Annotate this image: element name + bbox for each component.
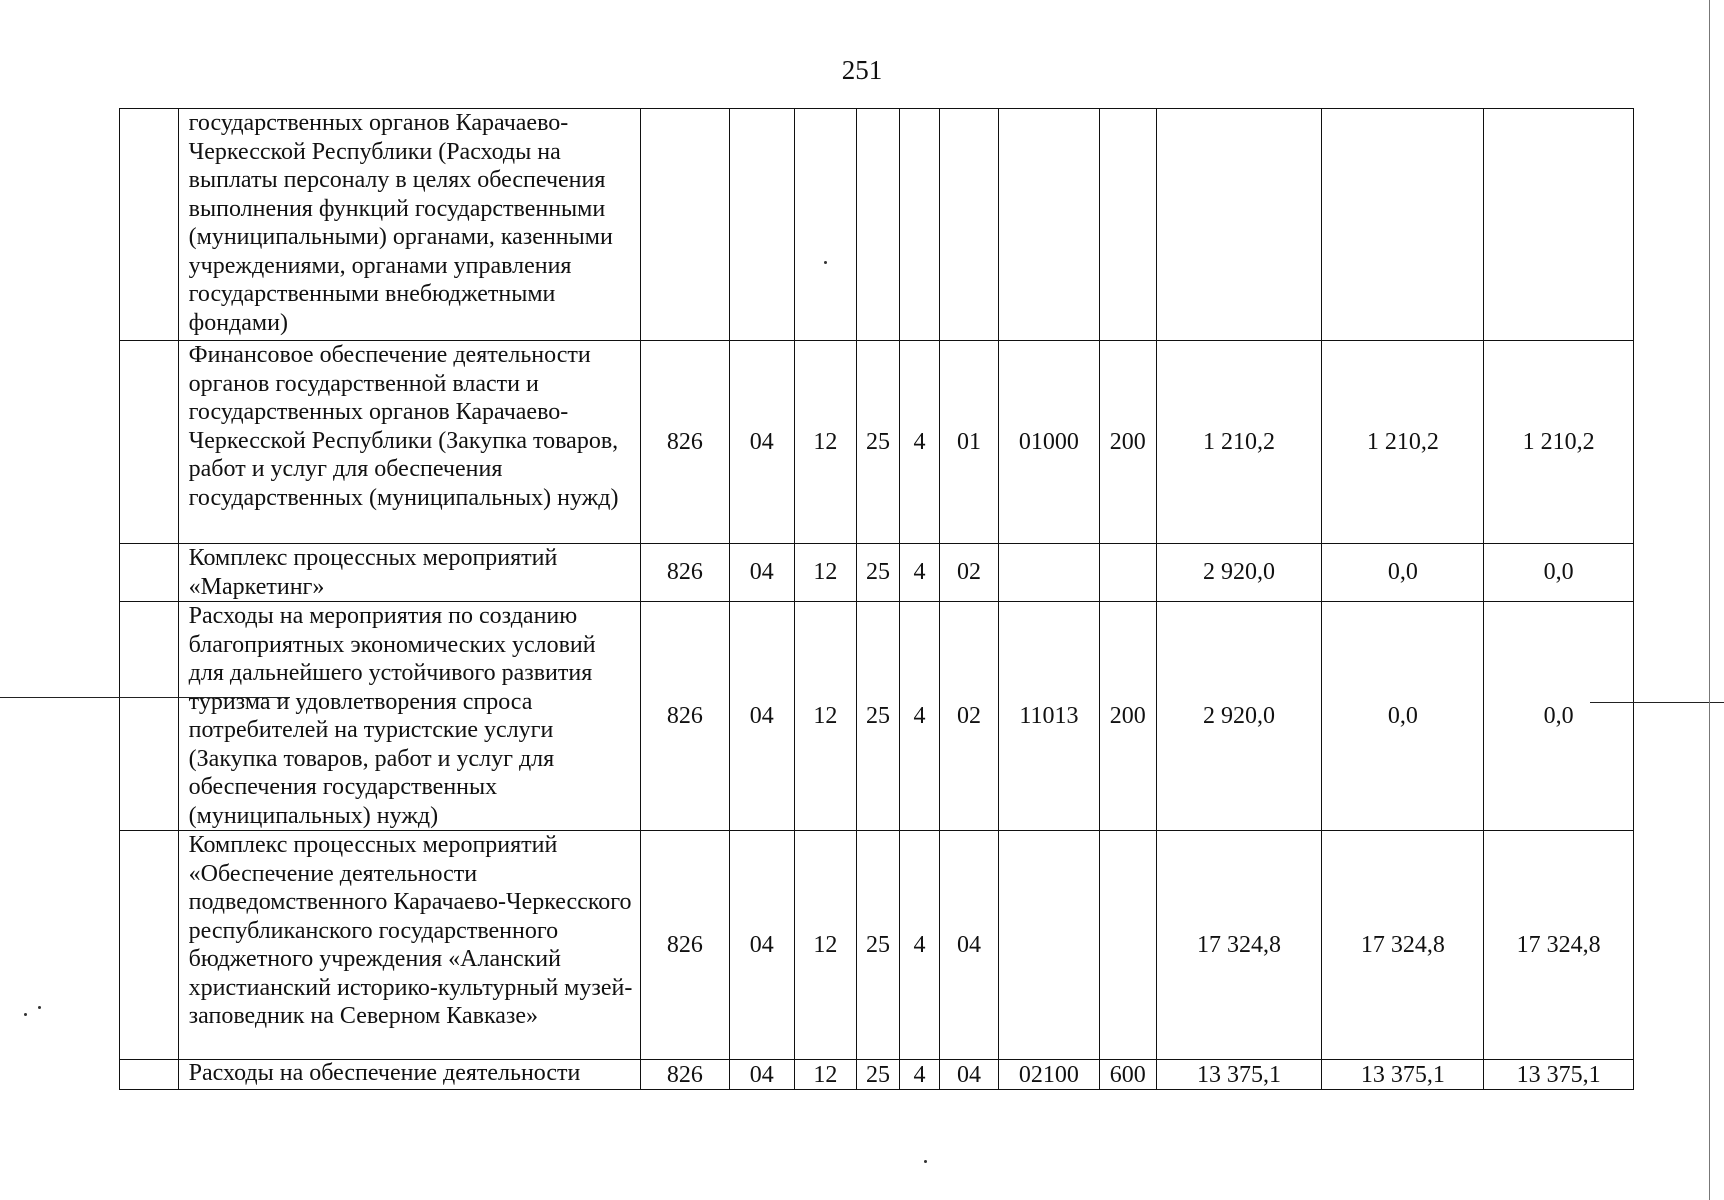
page-number: 251 (841, 55, 883, 85)
direction-code: 01000 (998, 341, 1099, 544)
section-code: 04 (729, 1060, 794, 1090)
budget-table (119, 108, 1634, 1090)
amount-year-2 (1322, 109, 1484, 341)
amount-year-1: 17 324,8 (1156, 831, 1322, 1060)
table-row (120, 341, 1634, 544)
ministry-code: 826 (640, 341, 729, 544)
expense-name: Расходы на обеспечение деятельности (178, 1060, 640, 1090)
amount-year-1: 13 375,1 (1156, 1060, 1322, 1090)
program-code: 25 (857, 602, 899, 831)
table-row (120, 602, 1634, 831)
subsection-code: 12 (794, 544, 857, 602)
structural-element-code (940, 109, 999, 341)
table-row (120, 109, 1634, 341)
structural-element-code: 02 (940, 544, 999, 602)
type-code: 4 (899, 341, 939, 544)
program-code: 25 (857, 831, 899, 1060)
direction-code (998, 544, 1099, 602)
ministry-code: 826 (640, 1060, 729, 1090)
amount-year-1 (1156, 109, 1322, 341)
amount-year-2: 13 375,1 (1322, 1060, 1484, 1090)
amount-year-2: 1 210,2 (1322, 341, 1484, 544)
row-index (120, 109, 179, 341)
amount-year-2: 0,0 (1322, 544, 1484, 602)
subsection-code (794, 109, 857, 341)
expense-type-code (1099, 831, 1156, 1060)
structural-element-code: 04 (940, 831, 999, 1060)
scan-page-edge (1709, 0, 1710, 1200)
structural-element-code: 04 (940, 1060, 999, 1090)
amount-year-2: 0,0 (1322, 602, 1484, 831)
subsection-code: 12 (794, 341, 857, 544)
expense-name: Финансовое обеспечение деятельности органов государственной власти и государственных органов Карачаево-Черкесской Республики (Закупка товаров, работ и услуг для обеспечения государственных (муниципальных) нужд) (178, 341, 640, 544)
expense-type-code: 200 (1099, 341, 1156, 544)
type-code: 4 (899, 602, 939, 831)
table-row (120, 831, 1634, 1060)
subsection-code: 12 (794, 602, 857, 831)
program-code: 25 (857, 341, 899, 544)
expense-name: Комплекс процессных мероприятий «Обеспечение деятельности подведомственного Карачаево-Черкесского республиканского государственного бюджетного учреждения «Аланский христианский историко-культурный музей-заповедник на Северном Кавказе» (178, 831, 640, 1060)
type-code: 4 (899, 544, 939, 602)
type-code (899, 109, 939, 341)
direction-code: 11013 (998, 602, 1099, 831)
row-index (120, 602, 179, 831)
type-code: 4 (899, 831, 939, 1060)
section-code: 04 (729, 544, 794, 602)
section-code: 04 (729, 602, 794, 831)
subsection-code: 12 (794, 831, 857, 1060)
row-index (120, 544, 179, 602)
expense-name: государственных органов Карачаево-Черкесской Республики (Расходы на выплаты персоналу в целях обеспечения выполнения функций государственными (муниципальными) органами, казенными учреждениями, органами управления государственными внебюджетными фондами) (178, 109, 640, 341)
row-index (120, 341, 179, 544)
ministry-code: 826 (640, 602, 729, 831)
amount-year-3: 13 375,1 (1484, 1060, 1634, 1090)
direction-code (998, 831, 1099, 1060)
scan-speck (38, 1006, 41, 1009)
amount-year-1: 2 920,0 (1156, 544, 1322, 602)
scan-artifact-line (1590, 702, 1724, 703)
row-index (120, 831, 179, 1060)
scan-speck (24, 1013, 27, 1016)
expense-type-code: 200 (1099, 602, 1156, 831)
amount-year-3: 17 324,8 (1484, 831, 1634, 1060)
section-code: 04 (729, 831, 794, 1060)
table-row (120, 544, 1634, 602)
amount-year-3 (1484, 109, 1634, 341)
program-code: 25 (857, 1060, 899, 1090)
type-code: 4 (899, 1060, 939, 1090)
section-code: 04 (729, 341, 794, 544)
direction-code (998, 109, 1099, 341)
amount-year-3: 1 210,2 (1484, 341, 1634, 544)
amount-year-1: 1 210,2 (1156, 341, 1322, 544)
table-row (120, 1060, 1634, 1090)
ministry-code (640, 109, 729, 341)
scan-artifact-line (0, 697, 290, 698)
amount-year-2: 17 324,8 (1322, 831, 1484, 1060)
ministry-code: 826 (640, 831, 729, 1060)
amount-year-3: 0,0 (1484, 544, 1634, 602)
scan-speck (924, 1160, 927, 1163)
subsection-code: 12 (794, 1060, 857, 1090)
row-index (120, 1060, 179, 1090)
section-code (729, 109, 794, 341)
expense-type-code (1099, 109, 1156, 341)
structural-element-code: 01 (940, 341, 999, 544)
expense-type-code: 600 (1099, 1060, 1156, 1090)
program-code: 25 (857, 544, 899, 602)
expense-name: Расходы на мероприятия по созданию благоприятных экономических условий для дальнейшего устойчивого развития туризма и удовлетворения спроса потребителей на туристские услуги (Закупка товаров, работ и услуг для обеспечения государственных (муниципальных) нужд) (178, 602, 640, 831)
amount-year-1: 2 920,0 (1156, 602, 1322, 831)
direction-code: 02100 (998, 1060, 1099, 1090)
ministry-code: 826 (640, 544, 729, 602)
scan-speck (824, 261, 827, 264)
program-code (857, 109, 899, 341)
structural-element-code: 02 (940, 602, 999, 831)
amount-year-3: 0,0 (1484, 602, 1634, 831)
expense-type-code (1099, 544, 1156, 602)
expense-name: Комплекс процессных мероприятий «Маркетинг» (178, 544, 640, 602)
